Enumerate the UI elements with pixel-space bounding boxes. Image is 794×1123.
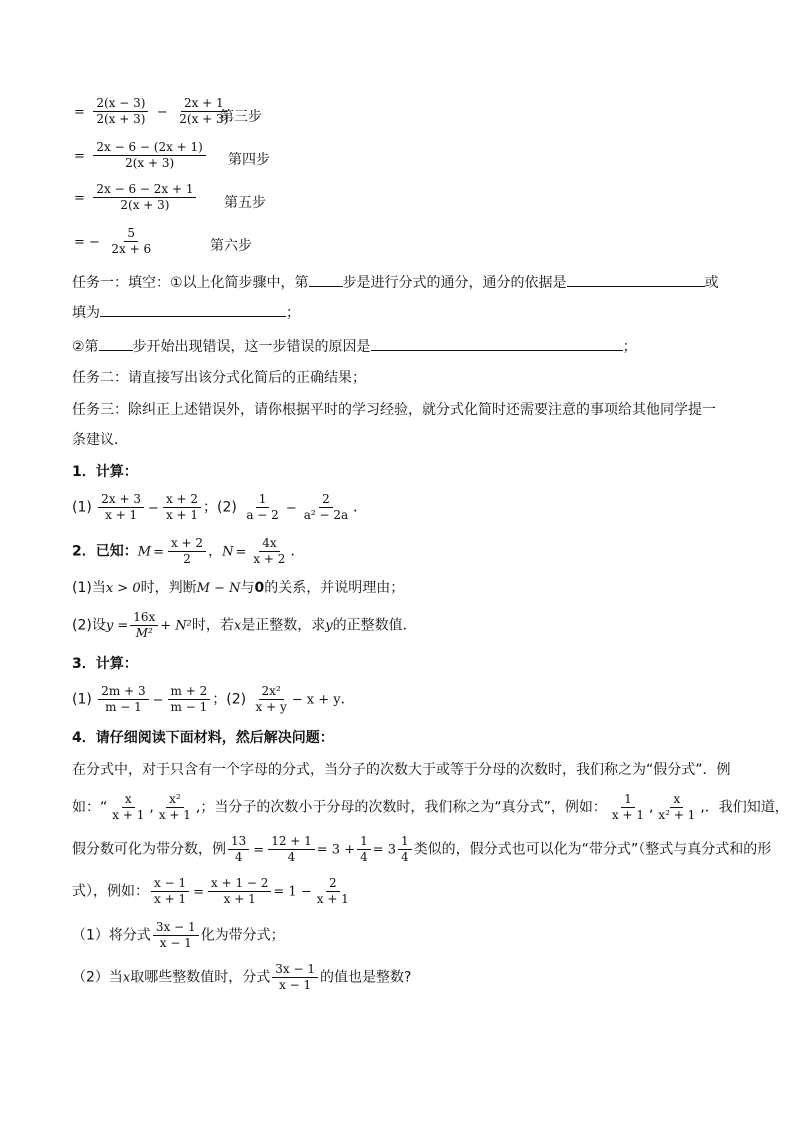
q1-expression: (1) $\frac{2x + 3}{x + 1}$ − $\frac{x + 2}{x + 1}$ ；(2) $\frac{1}{a - 2}$ − $\frac{2}{\text{a² − 2a}}$ ． <box>72 492 368 522</box>
fraction: $\frac{2}{\text{a² − 2a}}$ <box>303 492 349 522</box>
answer-blank[interactable] <box>371 336 623 351</box>
fraction: $\frac{\text{2x²}}{x + y}$ <box>255 684 287 714</box>
step6-expression: = − $\frac{5}{2x + 6}$ <box>72 226 156 257</box>
q2-part1: (1)当x > 0时，判断M − N与0的关系，并说明理由； <box>72 580 405 596</box>
q3-expression: (1) $\frac{2m + 3}{m - 1}$ − $\frac{m + 2}{m - 1}$ ；(2) $\frac{\text{2x²}}{x + y}$ − x + y． <box>72 684 355 714</box>
fraction: $\frac{2m + 3}{m - 1}$ <box>98 684 148 715</box>
task3-line2: 条建议． <box>72 432 128 448</box>
answer-blank[interactable] <box>309 272 343 287</box>
fraction: $\frac{3x - 1}{x - 1}$ <box>153 920 199 951</box>
q2-given: 2．已知：M = $\frac{x + 2}{2}$ ，N = $\frac{4x}{x + 2}$ ． <box>72 536 305 566</box>
task3-line1: 任务三：除纠正上述错误外，请你根据平时的学习经验，就分式化简时还需要注意的事项给其他同学提一 <box>72 402 716 418</box>
q4-para-line2: 如：“ $\frac{x}{x + 1}$ , $\frac{\text{x²}}{x + 1}$ ,；当分子的次数小于分母的次数时，我们称之为“真分式”，例如： $\frac{1}{x + 1}$ , $\frac{x}{\text{x² + 1}}$ ,．我们知道， <box>72 792 789 822</box>
fraction: $\frac{m + 2}{m - 1}$ <box>168 684 211 715</box>
fraction: $\frac{x - 1}{x + 1}$ <box>151 876 189 907</box>
fraction: $\frac{1}{4}$ <box>357 834 371 865</box>
fraction: $\frac{\text{x²}}{x + 1}$ <box>158 792 191 822</box>
fraction: $\frac{2x + 3}{x + 1}$ <box>98 492 144 523</box>
q2-part2: (2)设y = $\frac{16x}{\text{M²}}$ + N²时，若x是正整数，求y的正整数值． <box>72 610 417 640</box>
fraction: $\frac{12 + 1}{4}$ <box>268 834 315 865</box>
fraction: $\frac{1}{a - 2}$ <box>246 492 279 522</box>
fraction: $\frac{2x + 1}{2(x + 3)}$ <box>179 96 229 126</box>
q1-title: 1．计算： <box>72 464 138 480</box>
task1-line3: ②第 步开始出现错误，这一步错误的原因是 ； <box>72 336 637 357</box>
q4-sub2: （2）当x取哪些整数值时，分式 $\frac{3x - 1}{x - 1}$ 的值也是整数? <box>72 962 412 992</box>
fraction: $\frac{2x - 6 - 2x + 1}{2(x + 3)}$ <box>93 182 196 213</box>
fraction: $\frac{1}{4}$ <box>398 834 412 865</box>
fraction: $\frac{4x}{x + 2}$ <box>253 536 286 566</box>
fraction: $\frac{5}{2x + 6}$ <box>111 226 152 256</box>
fraction: $\frac{x}{x + 1}$ <box>112 792 145 822</box>
fraction: $\frac{16x}{\text{M²}}$ <box>130 610 158 641</box>
fraction: $\frac{x + 2}{2}$ <box>168 536 206 567</box>
q4-para-line4: 式），例如： $\frac{x - 1}{x + 1}$ = $\frac{x + 1 - 2}{x + 1}$ = 1 − $\frac{2}{x + 1}$ <box>72 876 354 907</box>
q4-para-line1: 在分式中，对于只含有一个字母的分式，当分子的次数大于或等于分母的次数时，我们称之为“假分式”．例 <box>72 762 731 778</box>
fraction: $\frac{1}{x + 1}$ <box>611 792 644 822</box>
step4-expression: = $\frac{2x - 6 - (2x + 1)}{2(x + 3)}$ <box>72 140 208 171</box>
answer-blank[interactable] <box>99 336 133 351</box>
fraction: $\frac{2(x - 3)}{2(x + 3)}$ <box>93 96 148 127</box>
q3-title: 3．计算： <box>72 656 138 672</box>
task1-line1: 任务一：填空：①以上化简步骤中，第 步是进行分式的通分，通分的依据是 或 <box>72 272 719 293</box>
fraction: $\frac{2}{x + 1}$ <box>316 876 349 906</box>
answer-blank[interactable] <box>567 272 705 287</box>
step3-expression: = $\frac{2(x - 3)}{2(x + 3)}$ − $\frac{2x + 1}{2(x + 3)}$ <box>72 96 233 127</box>
answer-blank[interactable] <box>100 302 286 317</box>
fraction: $\frac{3x - 1}{x - 1}$ <box>272 962 318 993</box>
fraction: $\frac{13}{4}$ <box>228 834 249 865</box>
step4-label: 第四步 <box>228 152 270 168</box>
fraction: $\frac{x + 2}{x + 1}$ <box>163 492 201 523</box>
step3-label: 第三步 <box>220 109 262 125</box>
fraction: $\frac{x}{\text{x² + 1}}$ <box>658 792 696 822</box>
fraction: $\frac{x + 1 - 2}{x + 1}$ <box>208 876 271 907</box>
q4-sub1: （1）将分式 $\frac{3x - 1}{x - 1}$ 化为带分式； <box>72 920 285 950</box>
step6-label: 第六步 <box>210 238 252 254</box>
task1-line2: 填为 ； <box>72 302 300 323</box>
step5-expression: = $\frac{2x - 6 - 2x + 1}{2(x + 3)}$ <box>72 182 198 213</box>
step5-label: 第五步 <box>224 195 266 211</box>
fraction: $\frac{2x - 6 - (2x + 1)}{2(x + 3)}$ <box>93 140 206 171</box>
q4-title: 4．请仔细阅读下面材料，然后解决问题： <box>72 730 334 746</box>
task2: 任务二：请直接写出该分式化简后的正确结果； <box>72 370 366 386</box>
q4-para-line3: 假分数可化为带分数，例 $\frac{13}{4}$ = $\frac{12 + 1}{4}$ = 3 + $\frac{1}{4}$ = 3 $\frac{1}{4}$ 类似的，假分式也可以化为“带分式”（整式与真分式和的形 <box>72 834 772 864</box>
